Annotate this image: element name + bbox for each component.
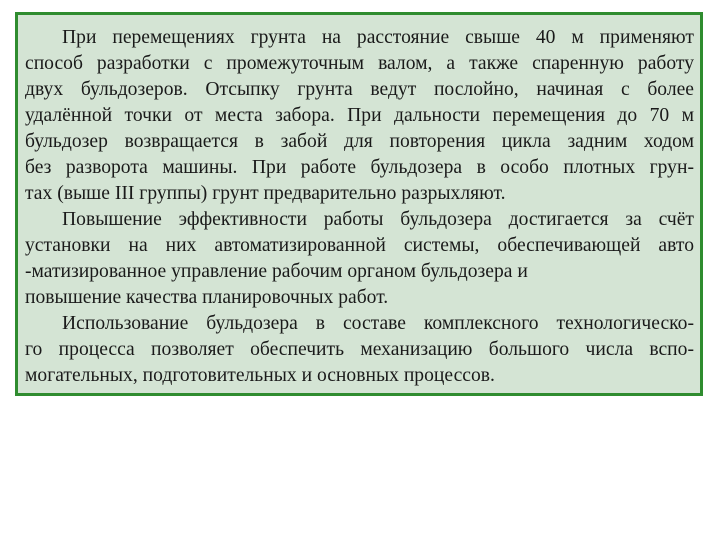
paragraph-2-line-3: -матизированное управление рабочим органом бульдозера и — [25, 261, 528, 282]
paragraph-1-line-4: удалённой точки от места забора. При дальности перемещения до 70 м — [25, 105, 694, 126]
paragraph-3-line-2: го процесса позволяет обеспечить механизацию большого числа вспо- — [25, 339, 694, 360]
paragraph-1-line-5: бульдозер возвращается в забой для повторения цикла задним ходом — [25, 131, 694, 152]
paragraph-3-line-1: Использование бульдозера в составе комплексного технологическо- — [62, 313, 694, 334]
paragraph-2-line-2: установки на них автоматизированной системы, обеспечивающей авто — [25, 235, 694, 256]
paragraph-2-line-4: повышение качества планировочных работ. — [25, 287, 389, 308]
paragraph-1-line-2: способ разработки с промежуточным валом, а также спаренную работу — [25, 53, 694, 74]
paragraph-1-line-1: При перемещениях грунта на расстояние свыше 40 м применяют — [62, 27, 694, 48]
paragraph-1-line-3: двух бульдозеров. Отсыпку грунта ведут послойно, начиная с более — [25, 79, 694, 100]
paragraph-1-line-7: тах (выше III группы) грунт предварительно разрыхляют. — [25, 183, 506, 204]
paragraph-3-line-3: могательных, подготовительных и основных процессов. — [25, 365, 495, 386]
paragraph-2-line-1: Повышение эффективности работы бульдозера достигается за счёт — [62, 209, 694, 230]
text-block — [15, 12, 703, 396]
paragraph-1-line-6: без разворота машины. При работе бульдозера в особо плотных грун- — [25, 157, 694, 178]
